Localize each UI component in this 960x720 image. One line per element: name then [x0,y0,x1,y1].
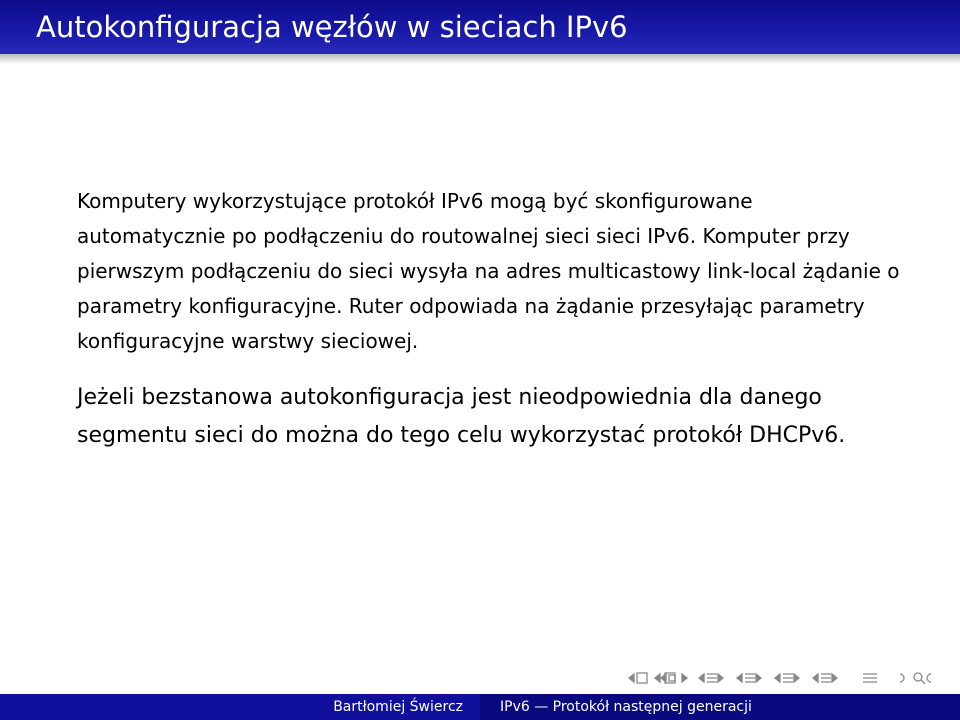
footer-talk-title: IPv6 — Protokół następnej generacji [480,694,960,720]
nav-next-subsection-icon[interactable] [737,674,761,682]
nav-align-icon[interactable] [863,674,877,682]
nav-prev-frame-icon[interactable] [629,673,660,683]
navigation-bar [625,666,947,690]
nav-next-section-icon[interactable] [813,674,837,682]
slide-title: Autokonfiguracja węzłów w sieciach IPv6 [36,10,628,44]
title-shadow [0,54,960,64]
slide-content [77,184,907,455]
paragraph-dhcpv6: Jeżeli bezstanowa autokonfiguracja jest nieodpowiednia dla danego segmentu sieci do można do tego celu wykorzystać protokół DHCPv6. [77,385,846,448]
navigation-icons [625,666,947,690]
footer [0,694,960,720]
nav-next-frame-icon[interactable] [661,673,687,683]
nav-prev-subsection-icon[interactable] [699,674,723,682]
nav-search-icon[interactable] [900,673,931,684]
title-bar [0,0,960,54]
paragraph-autoconfig: Komputery wykorzystujące protokół IPv6 mogą być skonfigurowane automatycznie po podłączeniu do routowalnej sieci sieci IPv6. Komputer przy pierwszym podłączeniu do sieci wysyła na adres multicastowy link-local żądanie o parametry konfiguracyjne. Ruter odpowiada na żądanie przesyłając parametry konfiguracyjne warstwy sieciowej. [77,189,900,353]
footer-author: Bartłomiej Świercz [0,694,480,720]
nav-prev-section-icon[interactable] [775,674,799,682]
